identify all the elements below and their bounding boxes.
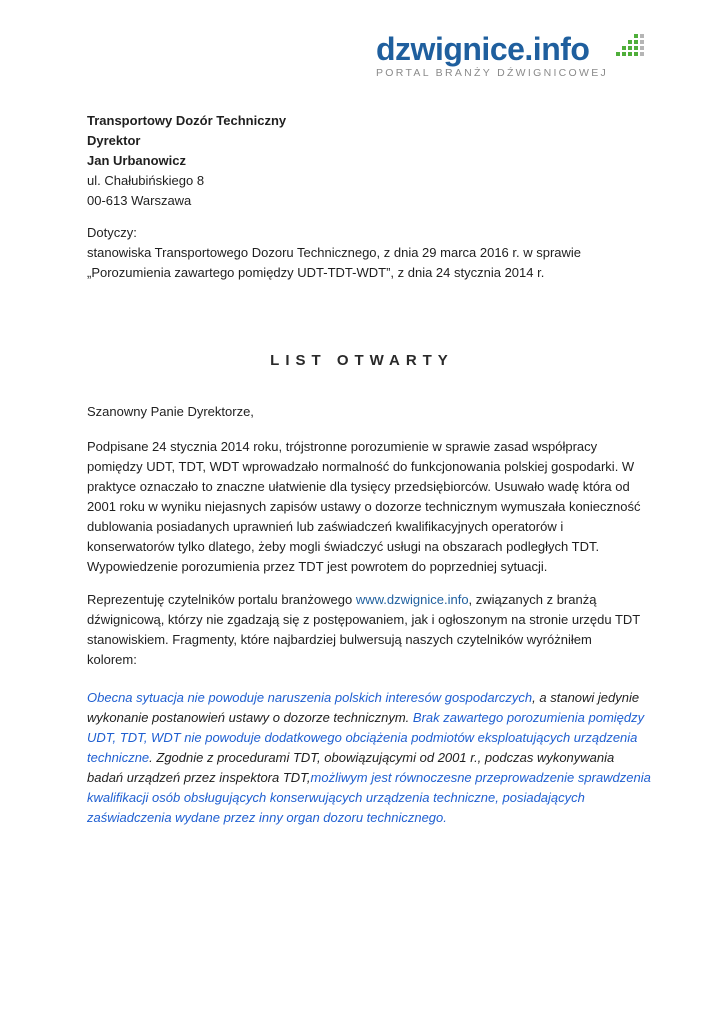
letter-title: LIST OTWARTY: [270, 352, 454, 369]
logo-bars-icon: [612, 34, 644, 60]
highlighted-text: Obecna sytuacja nie powoduje naruszenia polskich interesów gospodarczych: [87, 690, 533, 705]
paragraph-line: praktyce oznaczało to znaczne ułatwienie dla tysięcy przedsiębiorców. Usuwało wadę która od: [87, 479, 630, 494]
text-span: , a stanowi jedynie: [532, 690, 640, 705]
logo-tagline: PORTAL BRANŻY DŹWIGNICOWEJ: [376, 67, 609, 79]
paragraph-1: [87, 437, 642, 577]
quote-line: zaświadczenia wydane przez inny organ dozoru technicznego.: [87, 810, 447, 825]
paragraph-line: Wypowiedzenie porozumienia przez TDT jest powrotem do poprzedniej sytuacji.: [87, 559, 548, 574]
quote-line: [87, 708, 645, 728]
greeting: Szanowny Panie Dyrektorze,: [87, 404, 254, 419]
quoted-statement: [87, 688, 651, 828]
portal-link[interactable]: www.dzwignice.info: [355, 592, 469, 607]
paragraph-line: dźwignicową, którzy nie zgadzają się z postępowaniem, jak i ogłoszonym na stronie urzędu TDT: [87, 612, 641, 627]
paragraph-line: dublowania posiadanych uprawnień lub zaświadczeń kwalifikacyjnych operatorów i: [87, 519, 564, 534]
recipient-city: 00-613 Warszawa: [87, 193, 192, 208]
recipient-position: Dyrektor: [87, 133, 141, 148]
highlighted-text: możliwym jest równoczesne przeprowadzenie sprawdzenia: [310, 770, 651, 785]
logo-wordmark: dzwignice.info: [376, 31, 590, 67]
highlighted-text: Brak zawartego porozumienia pomiędzy: [412, 710, 645, 725]
text-span: , związanych z branżą: [468, 592, 597, 607]
recipient-name: Jan Urbanowicz: [87, 153, 186, 168]
paragraph-line: stanowiskiem. Fragmenty, które najbardziej bulwersują naszych czytelników wyróżniłem: [87, 632, 592, 647]
regarding-line: stanowiska Transportowego Dozoru Technicznego, z dnia 29 marca 2016 r. w sprawie: [87, 245, 582, 260]
highlighted-text: techniczne: [87, 750, 150, 765]
paragraph-line: [87, 590, 642, 610]
paragraph-line: kolorem:: [87, 652, 137, 667]
paragraph-line: pomiędzy UDT, TDT, WDT wprowadzało normalność do funkcjonowania polskiej gospodarki. W: [87, 459, 635, 474]
paragraph-line: 2001 roku w wyniku niejasnych zapisów ustawy o dozorze technicznym wymuszała konieczność: [87, 499, 641, 514]
regarding-label: Dotyczy:: [87, 225, 137, 240]
quote-line: [87, 748, 642, 768]
text-span: Reprezentuję czytelników portalu branżowego: [87, 592, 356, 607]
regarding-line: „Porozumienia zawartego pomiędzy UDT-TDT-WDT”, z dnia 24 stycznia 2014 r.: [87, 265, 545, 280]
regarding-block: [87, 223, 642, 283]
quote-line: UDT, TDT, WDT nie powoduje dodatkowego obciążenia podmiotów eksploatujących urządzenia: [87, 730, 638, 745]
paragraph-2: [87, 590, 642, 670]
site-logo[interactable]: [376, 30, 646, 80]
paragraph-line: konserwatorów tylko dlatego, żeby mogli świadczyć usługi na obszarach podległych TDT.: [87, 539, 600, 554]
text-span: wykonanie postanowień ustawy o dozorze technicznym.: [87, 710, 413, 725]
text-span: badań urządzeń przez inspektora TDT,: [87, 770, 311, 785]
quote-line: [87, 688, 642, 708]
quote-line: [87, 768, 651, 788]
recipient-street: ul. Chałubińskiego 8: [87, 173, 205, 188]
recipient-institution: Transportowy Dozór Techniczny: [87, 113, 287, 128]
paragraph-line: Podpisane 24 stycznia 2014 roku, trójstronne porozumienie w sprawie zasad współpracy: [87, 439, 598, 454]
quote-line: kwalifikacji osób obsługujących konserwujących urządzenia techniczne, posiadających: [87, 790, 585, 805]
text-span: . Zgodnie z procedurami TDT, obowiązującymi od 2001 r., podczas wykonywania: [149, 750, 615, 765]
recipient-address: [87, 111, 642, 211]
